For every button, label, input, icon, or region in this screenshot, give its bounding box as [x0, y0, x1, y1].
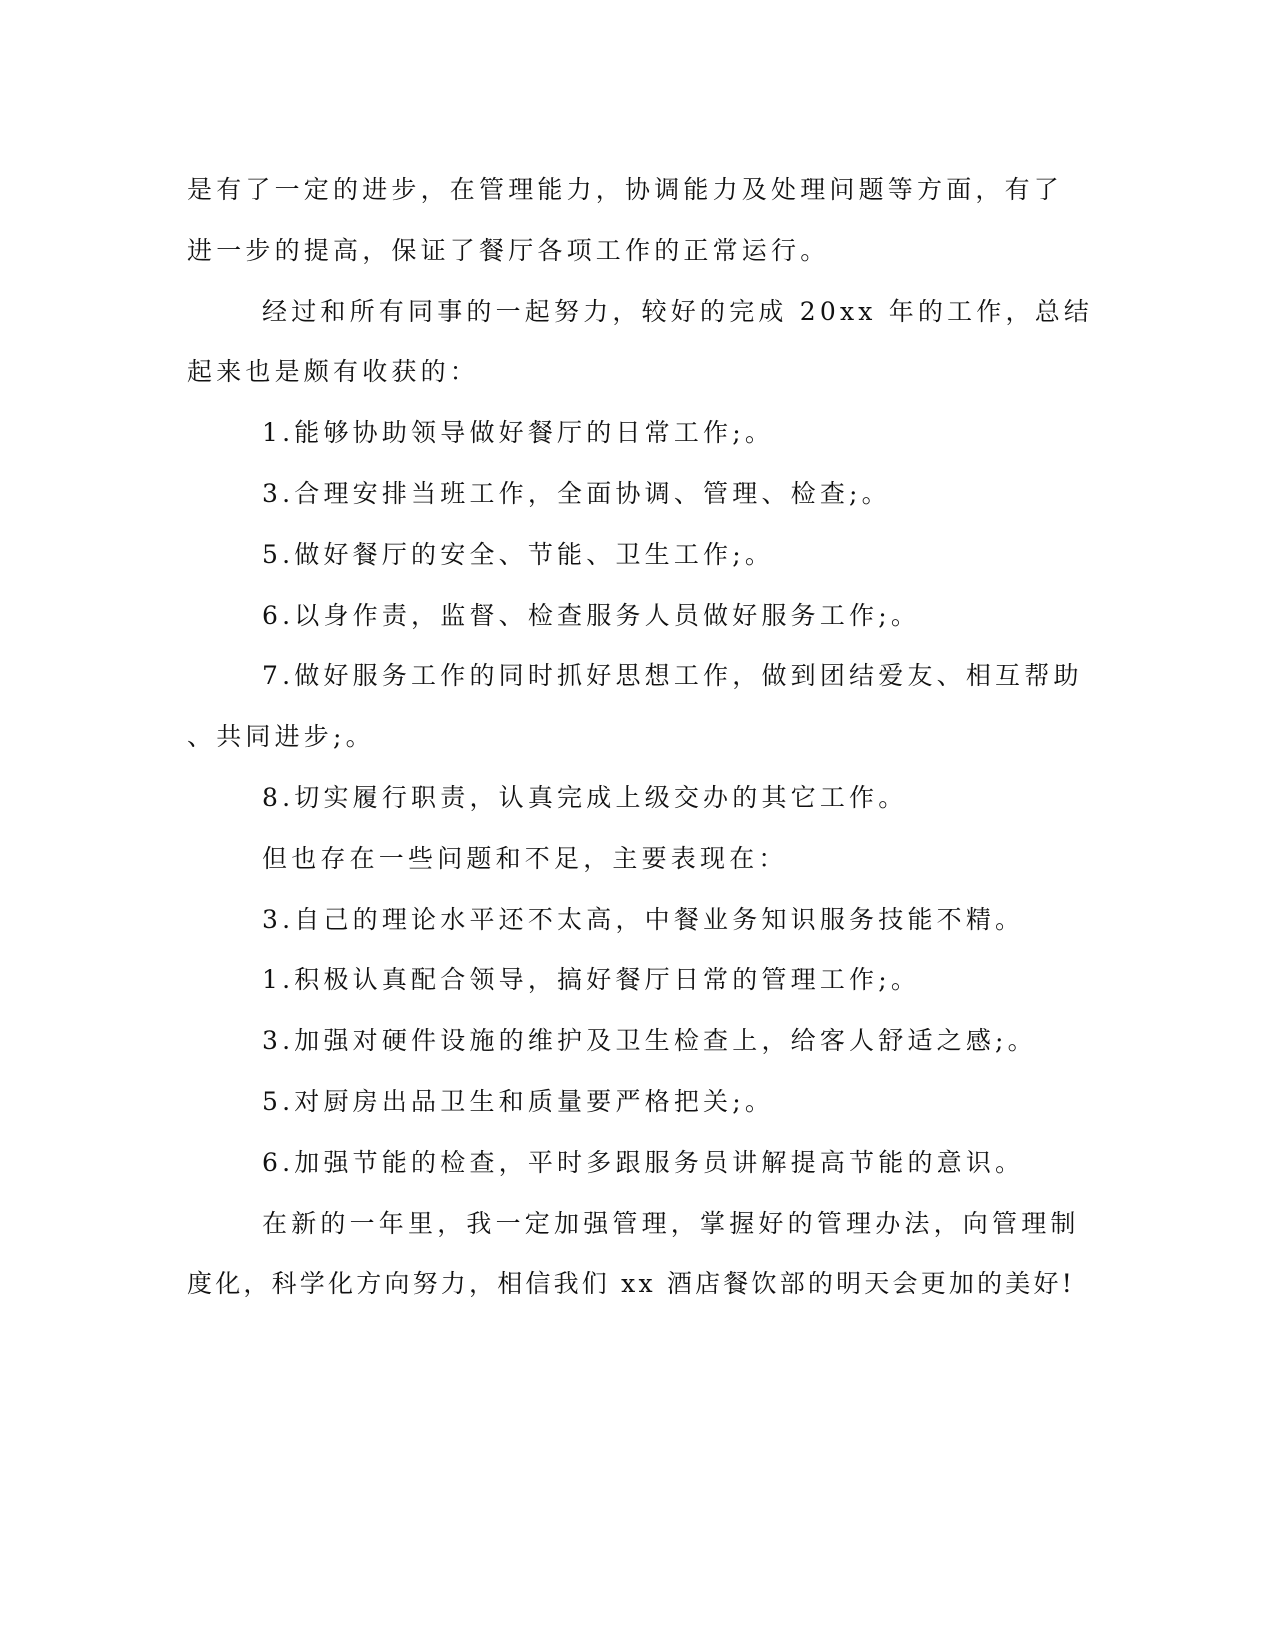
list-item: 8.切实履行职责，认真完成上级交办的其它工作。 — [262, 782, 908, 812]
paragraph-line: 度化，科学化方向努力，相信我们 xx 酒店餐饮部的明天会更加的美好! — [187, 1269, 1075, 1299]
paragraph-line: 经过和所有同事的一起努力，较好的完成 20xx 年的工作，总结 — [262, 296, 1094, 326]
paragraph-line: 但也存在一些问题和不足，主要表现在： — [262, 843, 788, 873]
list-item: 3.合理安排当班工作，全面协调、管理、检查;。 — [262, 478, 891, 508]
paragraph-line: 进一步的提高，保证了餐厅各项工作的正常运行。 — [187, 235, 830, 265]
list-item: 1.能够协助领导做好餐厅的日常工作;。 — [262, 418, 775, 448]
list-item: 6.以身作责，监督、检查服务人员做好服务工作;。 — [262, 600, 921, 630]
paragraph-line: 是有了一定的进步，在管理能力，协调能力及处理问题等方面，有了 — [187, 175, 1064, 204]
list-item: 5.做好餐厅的安全、节能、卫生工作;。 — [262, 539, 775, 569]
list-item: 7.做好服务工作的同时抓好思想工作，做到团结爱友、相互帮助 — [262, 661, 1083, 691]
paragraph-line: 在新的一年里，我一定加强管理，掌握好的管理办法，向管理制 — [262, 1208, 1080, 1238]
list-item: 6.加强节能的检查，平时多跟服务员讲解提高节能的意识。 — [262, 1147, 1025, 1177]
paragraph-line: 起来也是颇有收获的： — [187, 357, 480, 387]
list-item: 1.积极认真配合领导，搞好餐厅日常的管理工作;。 — [262, 965, 921, 995]
list-item-continuation: 、共同进步;。 — [187, 722, 375, 752]
document-body — [187, 160, 1094, 1315]
list-item: 3.加强对硬件设施的维护及卫生检查上，给客人舒适之感;。 — [262, 1026, 1037, 1056]
list-item: 5.对厨房出品卫生和质量要严格把关;。 — [262, 1086, 775, 1116]
list-item: 3.自己的理论水平还不太高，中餐业务知识服务技能不精。 — [262, 904, 1025, 934]
